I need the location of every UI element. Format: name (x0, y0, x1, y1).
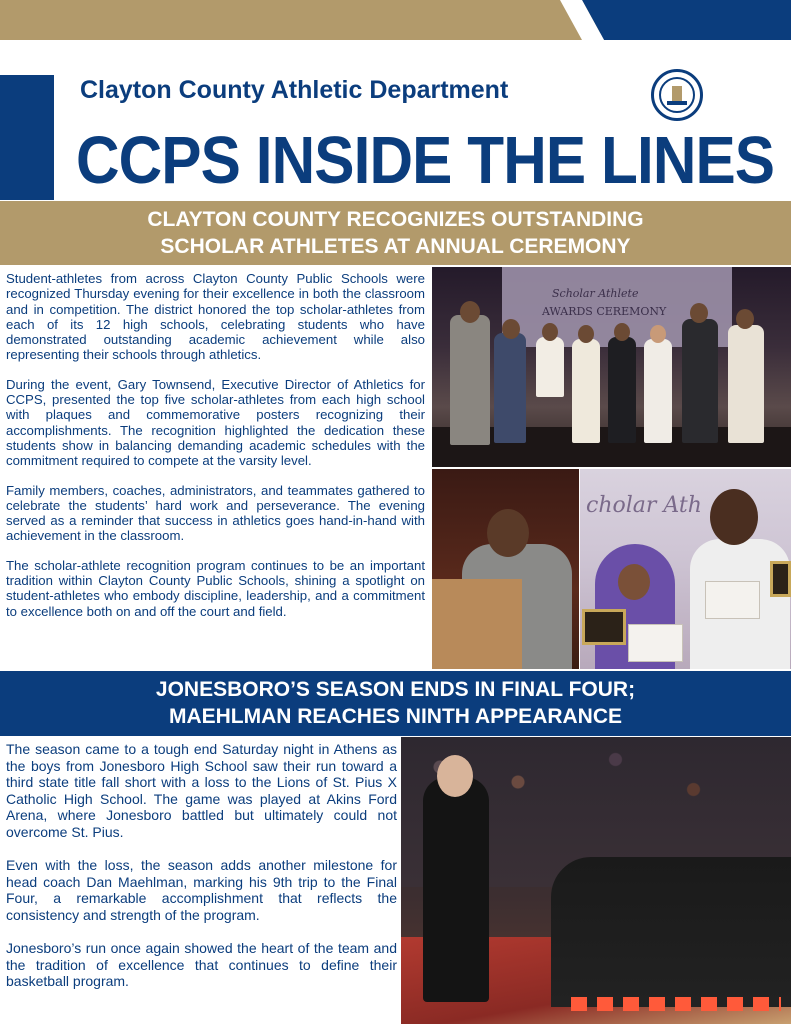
story1-paragraph: The scholar-athlete recognition program continues to be an important tradition within Clayton County Public Schools, shining a spotlight on student-athletes who embody discipline, leadership, and a commitment to excellence both on and off the court and field. (6, 557, 425, 619)
story1-paragraph: During the event, Gary Townsend, Executive Director of Athletics for CCPS, presented the top five scholar-athletes from each high school with plaques and commemorative posters recognizing their accomplishments. The recognition highlighted the dedication these students show in balancing demanding academic schedules with the commitment required to compete at the varsity level. (6, 376, 425, 469)
newsletter-title: CCPS INSIDE THE LINES (76, 123, 775, 198)
award-certificate (628, 624, 683, 662)
students-banner-text: cholar Ath (586, 493, 702, 518)
story2-paragraph: Jonesboro’s run once again showed the heart of the team and the tradition of excellence that continues to define their basketball program. (6, 940, 397, 989)
stage-banner-text: Scholar Athlete (552, 287, 639, 300)
district-seal-icon (651, 69, 703, 121)
basketball-game-photo (401, 737, 791, 1024)
person-figure (494, 333, 526, 443)
story2-paragraph: The season came to a tough end Saturday night in Athens as the boys from Jonesboro High School saw their run toward a third state title fall short with a loss to the Lions of St. Pius X Catholic High School. The game was played at Akins Ford Arena, where Jonesboro battled but ultimately could not overcome St. Pius. (6, 741, 397, 840)
department-name: Clayton County Athletic Department (80, 76, 509, 104)
person-head (650, 325, 666, 343)
story1-paragraph: Student-athletes from across Clayton County Public Schools were recognized Thursday evening for their excellence in both the classroom and in competition. The district honored the top scholar-athletes from each of its 12 high schools, celebrating students who have demonstrated outstanding academic achievement while also representing their schools through athletics. (6, 271, 425, 363)
person-head (736, 309, 754, 329)
story2-paragraph: Even with the loss, the season adds another milestone for head coach Dan Maehlman, marking his 9th trip to the Final Four, a remarkable accomplishment that reflects the consistency and strength of the program. (6, 857, 397, 923)
coach-head (437, 755, 473, 797)
speaker-photo (432, 469, 579, 669)
story1-headline-line2: SCHOLAR ATHLETES AT ANNUAL CEREMONY (160, 235, 631, 258)
team-bench (551, 857, 791, 1007)
person-head (578, 325, 594, 343)
story1-headline-line1: CLAYTON COUNTY RECOGNIZES OUTSTANDING (147, 208, 644, 231)
story1-paragraph: Family members, coaches, administrators, and teammates gathered to celebrate the students’ hard work and perseverance. The evening served as a reminder that success in athletics goes hand-in-hand with achievement in the classroom. (6, 482, 425, 544)
person-head (502, 319, 520, 339)
story1-body (6, 271, 425, 633)
student-head (710, 489, 758, 545)
award-plaque (770, 561, 791, 597)
person-head (542, 323, 558, 341)
person-figure (682, 319, 718, 443)
award-plaque (582, 609, 626, 645)
player-shoes (571, 997, 781, 1011)
person-figure (644, 339, 672, 443)
ceremony-group-photo (432, 267, 791, 467)
story2-headline-line2: MAEHLMAN REACHES NINTH APPEARANCE (168, 705, 623, 728)
story2-body (6, 741, 397, 1007)
person-head (614, 323, 630, 341)
side-navy-block (0, 75, 54, 200)
person-figure (608, 337, 636, 443)
top-gold-bar (0, 0, 600, 40)
story2-headline-line1: JONESBORO’S SEASON ENDS IN FINAL FOUR; (155, 678, 636, 701)
stage-banner-subtext: AWARDS CEREMONY (542, 305, 667, 318)
person-figure (728, 325, 764, 443)
coach-figure (423, 777, 489, 1002)
students-award-photo (580, 469, 791, 669)
story1-headline-band (0, 201, 791, 265)
person-figure (536, 337, 564, 397)
person-head (460, 301, 480, 323)
student-head (618, 564, 650, 600)
story2-headline-band (0, 671, 791, 736)
person-figure (572, 339, 600, 443)
person-head (690, 303, 708, 323)
person-figure (450, 315, 490, 445)
speaker-head (487, 509, 529, 557)
lectern (432, 579, 522, 669)
award-certificate (705, 581, 760, 619)
